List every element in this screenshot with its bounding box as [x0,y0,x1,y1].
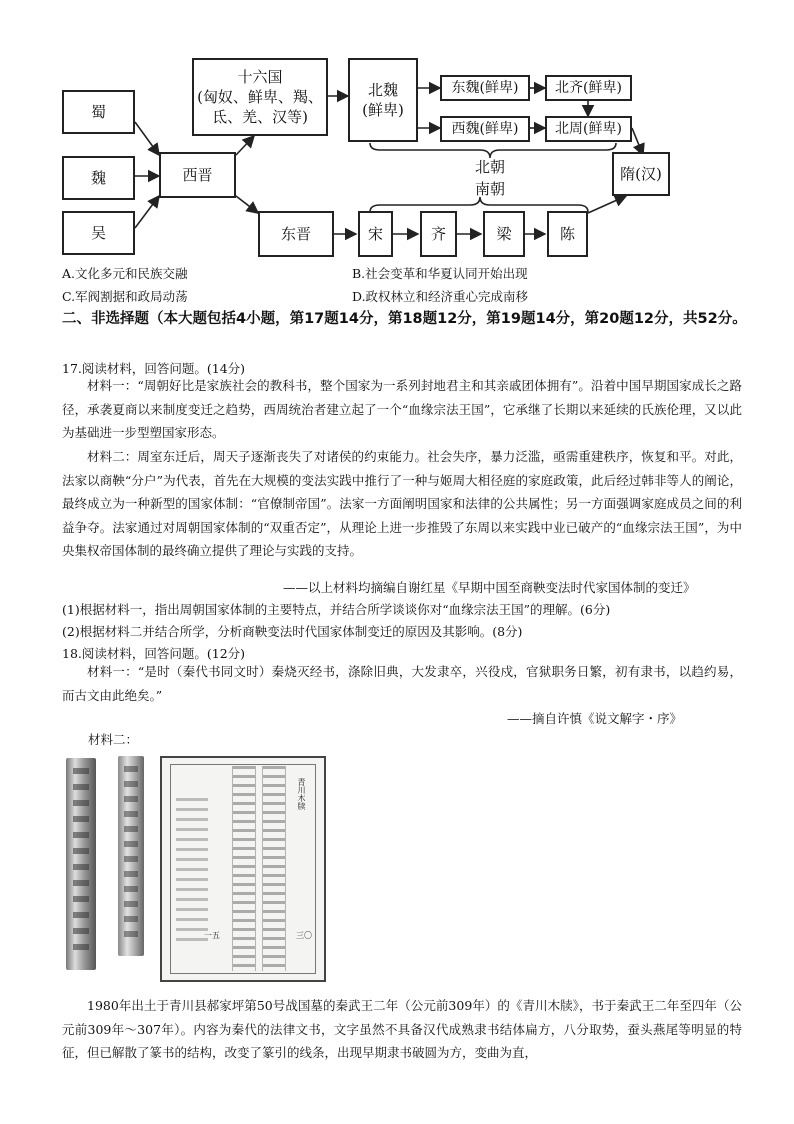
node-xijin [159,152,236,198]
label-beichao: 北朝 [474,158,505,176]
q18-title: 18.阅读材料，回答问题。(12分) [62,646,246,661]
slip-1-writing [73,768,89,958]
transcription-page-right: 三〇 [296,931,312,940]
node-chen-label: 陈 [559,225,575,243]
section2-heading: 二、非选择题（本大题包括4小题，第17题14分，第18题12分，第19题14分，第20题12分，共52分。 [62,311,747,327]
node-sixteen-kingdoms [192,58,328,136]
wooden-slip-photo-2 [118,756,144,956]
transcription-title: 青川木牍 [297,778,306,810]
node-shu-label: 蜀 [90,103,106,121]
node-chen [547,211,588,257]
q18-material2-label: 材料二： [88,732,139,747]
node-xiwei [440,116,530,142]
node-wu [62,211,135,255]
node-dongwei [440,75,530,101]
node-song-label: 宋 [367,225,383,243]
node-dongwei-label: 东魏(鲜卑) [451,80,519,96]
sixteen-line1: 十六国 [237,68,283,86]
node-sui [612,152,670,196]
q18-citation: ——摘自许慎《说文解字・序》 [507,711,683,726]
q18-material1: 材料一：“是时（秦代书同文时）秦烧灭经书，涤除旧典，大发隶卒，兴役戍，官狱职务日繁，初有隶书，以趋约易，而古文由此绝矣。” [62,664,742,703]
transcription-col-left [176,798,208,948]
transcription-page-left: 一五 [204,931,220,940]
option-d[interactable]: D.政权林立和经济重心完成南移 [352,289,529,304]
node-shu [62,90,135,134]
transcription-col-right [262,766,286,971]
sixteen-line3: 氐、羌、汉等) [212,108,308,126]
q17-material1: 材料一：“周朝好比是家族社会的教科书，整个国家为一系列封地君主和其亲戚团体拥有”。沿着中国早期国家成长之路径，承袭夏商以来制度变迁之趋势，西周统治者建立起了一个“血缘宗法王国”，它承继了长期以来延续的氏族伦理，又以此为基础进一步型塑国家形态。 [62,378,742,440]
node-xijin-label: 西晋 [182,166,213,184]
node-qi-label: 齐 [430,225,446,243]
q17-question2: (2)根据材料二并结合所学，分析商鞅变法时代国家体制变迁的原因及其影响。(8分) [62,624,523,639]
label-nanchao: 南朝 [474,180,505,198]
node-wei [62,156,135,200]
node-liang-label: 梁 [496,225,512,243]
slip-transcription-panel [160,756,326,982]
q17-citation: ——以上材料均摘编自谢红星《早期中国至商鞅变法时代家国体制的变迁》 [283,580,696,595]
node-beizhou [545,116,632,142]
node-dongjin [258,211,334,257]
beiwei-line1: 北魏 [367,81,398,99]
q18-material2-text: 1980年出土于青川县郝家坪第50号战国墓的秦武王二年（公元前309年）的《青川木牍》，书于秦武王二年至四年（公元前309年～307年）。内容为秦代的法律文书，文字虽然不具备汉代成熟隶书结体扁方，八分取势，蚕头燕尾等明显的特征，但已解散了篆书的结构，改变了篆引的线条，出现早期隶书破圆为方，变曲为直， [62,998,742,1060]
node-beiwei [348,58,418,142]
node-beizhou-label: 北周(鲜卑) [555,121,622,137]
node-wei-label: 魏 [90,169,106,187]
node-beiqi [545,75,632,101]
q17-material2: 材料二：周室东迁后，周天子逐渐丧失了对诸侯的约束能力。社会失序，暴力泛滥，亟需重建秩序，恢复和平。对此，法家以商鞅“分户”为代表，首先在大规模的变法实践中推行了一种与姬周大相径庭的家庭政策，此后经过韩非等人的阐论，最终成立为一种新型的国家体制：“官僚制帝国”。法家一方面阐明国家和法律的公共属性；另一方面强调家庭成员之间的利益争夺。法家通过对周朝国家体制的“双重否定”，从理论上进一步推毁了东周以来实践中业已破产的“血缘宗法王国”，为中央集权帝国体制的最终确立提供了理论与实践的支持。 [62,449,742,558]
option-a[interactable]: A.文化多元和民族交融 [62,266,188,281]
beiwei-line2: (鲜卑) [362,101,404,119]
node-xiwei-label: 西魏(鲜卑) [451,121,519,137]
sixteen-line2: (匈奴、鲜卑、羯、 [197,88,323,106]
option-b[interactable]: B.社会变革和华夏认同开始出现 [352,266,528,281]
slip-2-writing [124,766,138,946]
node-sui-label: 隋(汉) [620,165,662,183]
node-wu-label: 吴 [90,224,106,242]
q17-title: 17.阅读材料，回答问题。(14分) [62,361,246,376]
node-dongjin-label: 东晋 [280,225,311,243]
transcription-col-middle [232,766,256,971]
node-song [358,211,393,257]
option-c[interactable]: C.军阀割据和政局动荡 [62,289,188,304]
q17-question1: (1)根据材料一，指出周朝国家体制的主要特点，并结合所学谈谈你对“血缘宗法王国”的理解。(6分) [62,602,611,617]
wooden-slip-photo-1 [66,758,96,970]
node-liang [483,211,525,257]
node-qi [420,211,457,257]
node-beiqi-label: 北齐(鲜卑) [555,80,622,96]
